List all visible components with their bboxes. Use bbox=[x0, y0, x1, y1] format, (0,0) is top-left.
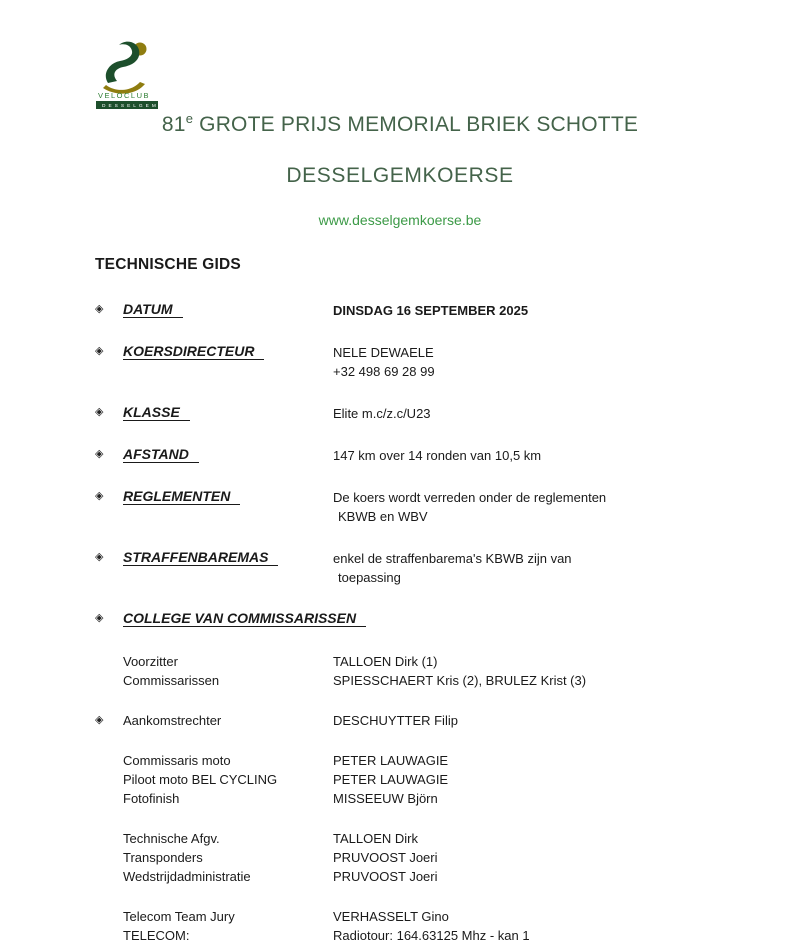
veloclub-logo bbox=[90, 38, 172, 117]
item-label bbox=[123, 609, 357, 628]
info-row-reglementen bbox=[95, 487, 760, 526]
staff-group-jury bbox=[95, 652, 760, 690]
title-superscript: e bbox=[185, 111, 194, 126]
logo-club-name: VELOCLUB bbox=[98, 91, 151, 100]
info-row-klasse bbox=[95, 403, 760, 423]
item-label bbox=[123, 548, 333, 567]
value-line: KBWB en WBV bbox=[338, 509, 428, 524]
website-link[interactable]: www.desselgemkoerse.be bbox=[318, 212, 482, 228]
staff-row bbox=[95, 652, 760, 671]
info-row-college bbox=[95, 609, 760, 628]
diamond-bullet-icon: ◈ bbox=[95, 303, 104, 315]
item-value bbox=[333, 487, 606, 526]
section-heading: TECHNISCHE GIDS bbox=[95, 256, 241, 273]
staff-person-value: PRUVOOST Joeri bbox=[333, 869, 438, 884]
item-label-text: REGLEMENTEN bbox=[123, 488, 240, 505]
item-label-text: STRAFFENBAREMAS bbox=[123, 549, 278, 566]
staff-person-value: SPIESSCHAERT Kris (2), BRULEZ Krist (3) bbox=[333, 673, 587, 688]
staff-role-label: Transponders bbox=[123, 850, 203, 865]
staff-role-label: Telecom Team Jury bbox=[123, 909, 235, 924]
value-line: De koers wordt verreden onder de reglementen bbox=[333, 490, 607, 505]
item-value bbox=[333, 342, 435, 381]
logo-city-name: DESSELGEM bbox=[102, 104, 159, 110]
item-value bbox=[333, 445, 541, 465]
item-label bbox=[123, 342, 333, 361]
value-line: 147 km over 14 ronden van 10,5 km bbox=[333, 448, 542, 463]
item-value bbox=[333, 548, 572, 587]
staff-role-label: Aankomstrechter bbox=[123, 713, 222, 728]
staff-row bbox=[95, 907, 760, 926]
staff-row bbox=[95, 671, 760, 690]
page-subtitle: DESSELGEMKOERSE bbox=[286, 164, 514, 187]
staff-role-label: Fotofinish bbox=[123, 791, 180, 806]
staff-person-value: TALLOEN Dirk (1) bbox=[333, 654, 438, 669]
value-line: toepassing bbox=[338, 570, 401, 585]
diamond-bullet-icon: ◈ bbox=[95, 490, 104, 502]
staff-role-label: Commissarissen bbox=[123, 673, 220, 688]
value-line: NELE DEWAELE bbox=[333, 345, 434, 360]
item-label bbox=[123, 487, 333, 506]
item-label bbox=[123, 300, 333, 319]
info-rows bbox=[95, 300, 760, 945]
staff-person-value: PETER LAUWAGIE bbox=[333, 753, 449, 768]
info-row-straffenbaremas bbox=[95, 548, 760, 587]
item-label-text: KOERSDIRECTEUR bbox=[123, 343, 264, 360]
staff-row bbox=[95, 829, 760, 848]
staff-role-label: Wedstrijdadministratie bbox=[123, 869, 251, 884]
staff-role-label: Voorzitter bbox=[123, 654, 178, 669]
staff-role-label: Piloot moto BEL CYCLING bbox=[123, 772, 278, 787]
staff-person-value: PETER LAUWAGIE bbox=[333, 772, 449, 787]
item-value bbox=[333, 403, 431, 423]
info-row-datum bbox=[95, 300, 760, 320]
staff-group-moto bbox=[95, 751, 760, 808]
staff-row bbox=[95, 867, 760, 886]
diamond-bullet-icon: ◈ bbox=[95, 612, 104, 624]
diamond-bullet-icon: ◈ bbox=[95, 448, 104, 460]
value-line: Elite m.c/z.c/U23 bbox=[333, 406, 431, 421]
staff-person-value: MISSEEUW Björn bbox=[333, 791, 438, 806]
staff-person-value: PRUVOOST Joeri bbox=[333, 850, 438, 865]
item-label bbox=[123, 403, 333, 422]
staff-row bbox=[95, 770, 760, 789]
staff-row bbox=[95, 751, 760, 770]
staff-row bbox=[95, 789, 760, 808]
staff-row bbox=[95, 711, 760, 730]
staff-person-value: Radiotour: 164.63125 Mhz - kan 1 bbox=[333, 928, 530, 943]
content-area bbox=[0, 255, 800, 945]
info-row-koersdirecteur bbox=[95, 342, 760, 381]
diamond-bullet-icon: ◈ bbox=[95, 345, 104, 357]
staff-row bbox=[95, 848, 760, 867]
staff-group-aankomstrechter bbox=[95, 711, 760, 730]
item-label-text: KLASSE bbox=[123, 404, 190, 421]
item-label-text: DATUM bbox=[123, 301, 183, 318]
item-label-text: COLLEGE VAN COMMISSARISSEN bbox=[123, 610, 366, 627]
staff-role-label: Commissaris moto bbox=[123, 753, 231, 768]
value-line: DINSDAG 16 SEPTEMBER 2025 bbox=[333, 303, 529, 318]
title-text: GROTE PRIJS MEMORIAL BRIEK SCHOTTE bbox=[193, 113, 639, 136]
diamond-bullet-icon: ◈ bbox=[95, 406, 104, 418]
title-number: 81 bbox=[161, 113, 186, 136]
staff-row bbox=[95, 926, 760, 945]
item-value bbox=[333, 300, 528, 320]
staff-person-value: VERHASSELT Gino bbox=[333, 909, 449, 924]
info-row-afstand bbox=[95, 445, 760, 465]
value-line: +32 498 69 28 99 bbox=[333, 364, 435, 379]
staff-role-label: Technische Afgv. bbox=[123, 831, 220, 846]
staff-group-telecom bbox=[95, 907, 760, 945]
item-label-text: AFSTAND bbox=[123, 446, 199, 463]
diamond-bullet-icon: ◈ bbox=[95, 551, 104, 563]
cyclist-logo-icon bbox=[90, 38, 172, 112]
staff-group-technisch bbox=[95, 829, 760, 886]
staff-person-value: TALLOEN Dirk bbox=[333, 831, 418, 846]
diamond-bullet-icon: ◈ bbox=[95, 714, 104, 726]
value-line: enkel de straffenbarema's KBWB zijn van bbox=[333, 551, 572, 566]
item-label bbox=[123, 445, 333, 464]
staff-person-value: DESCHUYTTER Filip bbox=[333, 713, 458, 728]
staff-role-label: TELECOM: bbox=[123, 928, 190, 943]
